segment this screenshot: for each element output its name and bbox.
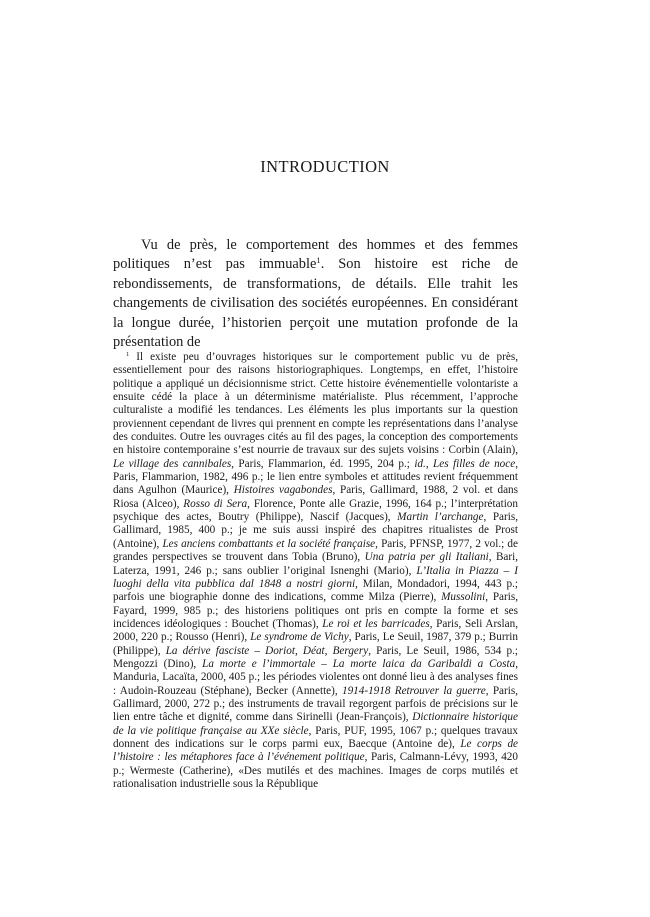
footnote-segment: , Paris, Fayard, 1999, 985 p.; des historiens politiques ont pris en compte la forme et ses incidences idéologiques : Bouchet (Thomas),: [113, 591, 518, 630]
footnote-segment: , Paris, Le Seuil, 1987, 379 p.; Burrin (Philippe),: [113, 631, 519, 657]
footnote-italic-title: Una patria per gli Italiani: [364, 551, 489, 564]
footnote-italic-title: Les anciens combattants et la société française: [162, 537, 376, 550]
body-text-rest: . Son histoire est riche de rebondissements, de transformations, de détails. Elle trahit les changements de civilisation des sociétés européennes. En considérant la longue durée, l’historien perçoit une mutation profonde de la présentation de: [113, 256, 518, 351]
footnote-reference: 1: [316, 255, 321, 266]
footnote-italic-title: L’Italia in Piazza – I luoghi della vita pubblica dal 1848 a nostri giorni: [113, 564, 518, 590]
footnote-italic-title: Mussolini: [441, 591, 486, 604]
footnote-italic-title: Le village des cannibales: [113, 457, 232, 470]
footnote-italic-title: Le roi et les barricades: [322, 617, 430, 630]
footnote-italic-title: Dictionnaire historique de la vie politique française au XXe siècle: [113, 711, 518, 737]
footnote-segment: , Paris, Calmann-Lévy, 1993, 420 p.; Wermeste (Catherine), «Des mutilés et des machines. Images de corps mutilés et rationalisation industrielle sous la République: [113, 751, 518, 790]
footnote-italic-title: Les filles de noce: [433, 457, 516, 470]
footnote-segment: , Milan, Mondadori, 1994, 443 p.; parfois une biographie donne des indications, comme Milza (Pierre),: [113, 577, 518, 604]
footnote-italic-title: 1914-1918 Retrouver la guerre: [341, 684, 486, 697]
footnote-italic-title: id.: [414, 457, 426, 470]
footnote-segment: , Manduria, Lacaïta, 2000, 405 p.; les périodes violentes ont donné lieu à des analyses fines : Audoin-Rouzeau (Stéphane), Becker (Annette),: [113, 657, 518, 697]
footnote-segment: , Bari, Laterza, 1991, 246 p.; sans oublier l’original Isnenghi (Mario),: [113, 551, 519, 577]
footnote-italic-title: La morte e l’immortale – La morte laica da Garibaldi a Costa: [202, 657, 516, 670]
footnote-segment: , Paris, PUF, 1995, 1067 p.; quelques travaux donnent des indications sur le corps parmi eux, Baecque (Antoine de),: [113, 724, 518, 750]
footnote-italic-title: Martin l’archange: [397, 511, 484, 524]
chapter-title: INTRODUCTION: [260, 157, 390, 176]
footnote-segment: , Paris, Gallimard, 1988, 2 vol. et dans Riosa (Alceo),: [113, 484, 518, 510]
footnote-italic-title: Rosso di Sera: [183, 497, 248, 510]
footnote-segment: , Paris, Flammarion, 1982, 496 p.; le lien entre symboles et attitudes revient fréquemment dans Agulhon (Maurice),: [113, 457, 519, 497]
footnote-segment: ,: [425, 457, 434, 470]
footnote-segment: , Paris, Gallimard, 2000, 272 p.; des instruments de travail regorgent parfois de précisions sur le lien entre tâche et dignité, comme dans Sirinelli (Jean-François),: [113, 684, 519, 724]
footnote-segment: , Paris, PFNSP, 1977, 2 vol.; de grandes perspectives se trouvent dans Tobia (Bruno),: [113, 537, 518, 564]
footnote-marker: 1: [126, 350, 130, 358]
footnote-segment: , Paris, Seli Arslan, 2000, 220 p.; Rousso (Henri),: [113, 617, 518, 644]
body-paragraph: [113, 236, 518, 352]
footnote-italic-title: La dérive fasciste – Doriot, Déat, Bergery: [165, 644, 369, 657]
footnote: [113, 351, 518, 791]
footnote-text: [113, 351, 518, 790]
body-text-start: Vu de près, le comportement des hommes et des femmes politiques n’est pas immuable: [113, 237, 518, 273]
footnote-segment: , Paris, Flammarion, éd. 1995, 204 p.;: [231, 457, 415, 470]
footnote-segment: , Florence, Ponte alle Grazie, 1996, 164 p.; l’interprétation psychique des actes, Boutry (Philippe), Nascif (Jacques),: [113, 497, 518, 524]
footnote-italic-title: Le corps de l’histoire : les métaphores face à l’événement politique: [113, 737, 519, 764]
footnote-italic-title: Histoires vagabondes: [233, 484, 333, 497]
footnote-segment: , Paris, Le Seuil, 1986, 534 p.; Mengozzi (Dino),: [113, 644, 519, 670]
footnote-italic-title: Le syndrome de Vichy: [250, 631, 349, 644]
footnote-segment: Il existe peu d’ouvrages historiques sur le comportement public vu de près, essentiellement pour des raisons historiographiques. Longtemps, en effet, l’histoire politique a appliqué un décisionnisme strict. Cette histoire événementielle volontariste a ensuite cédé la place à un déterminisme matérialiste. Plus récemment, l’approche culturaliste a modifié les tendances. Les éléments les plus importants sur la question proviennent cependant de livres qui prennent en compte les représentations dans l’analyse des conduites. Outre les ouvrages cités au fil des pages, la conception des comportements en histoire contemporaine s’est nourrie de travaux sur des sujets voisins : Corbin (Alain),: [113, 351, 518, 457]
footnote-segment: , Paris, Gallimard, 1985, 400 p.; je me suis aussi inspiré des chapitres ritualistes de Prost (Antoine),: [113, 511, 519, 550]
